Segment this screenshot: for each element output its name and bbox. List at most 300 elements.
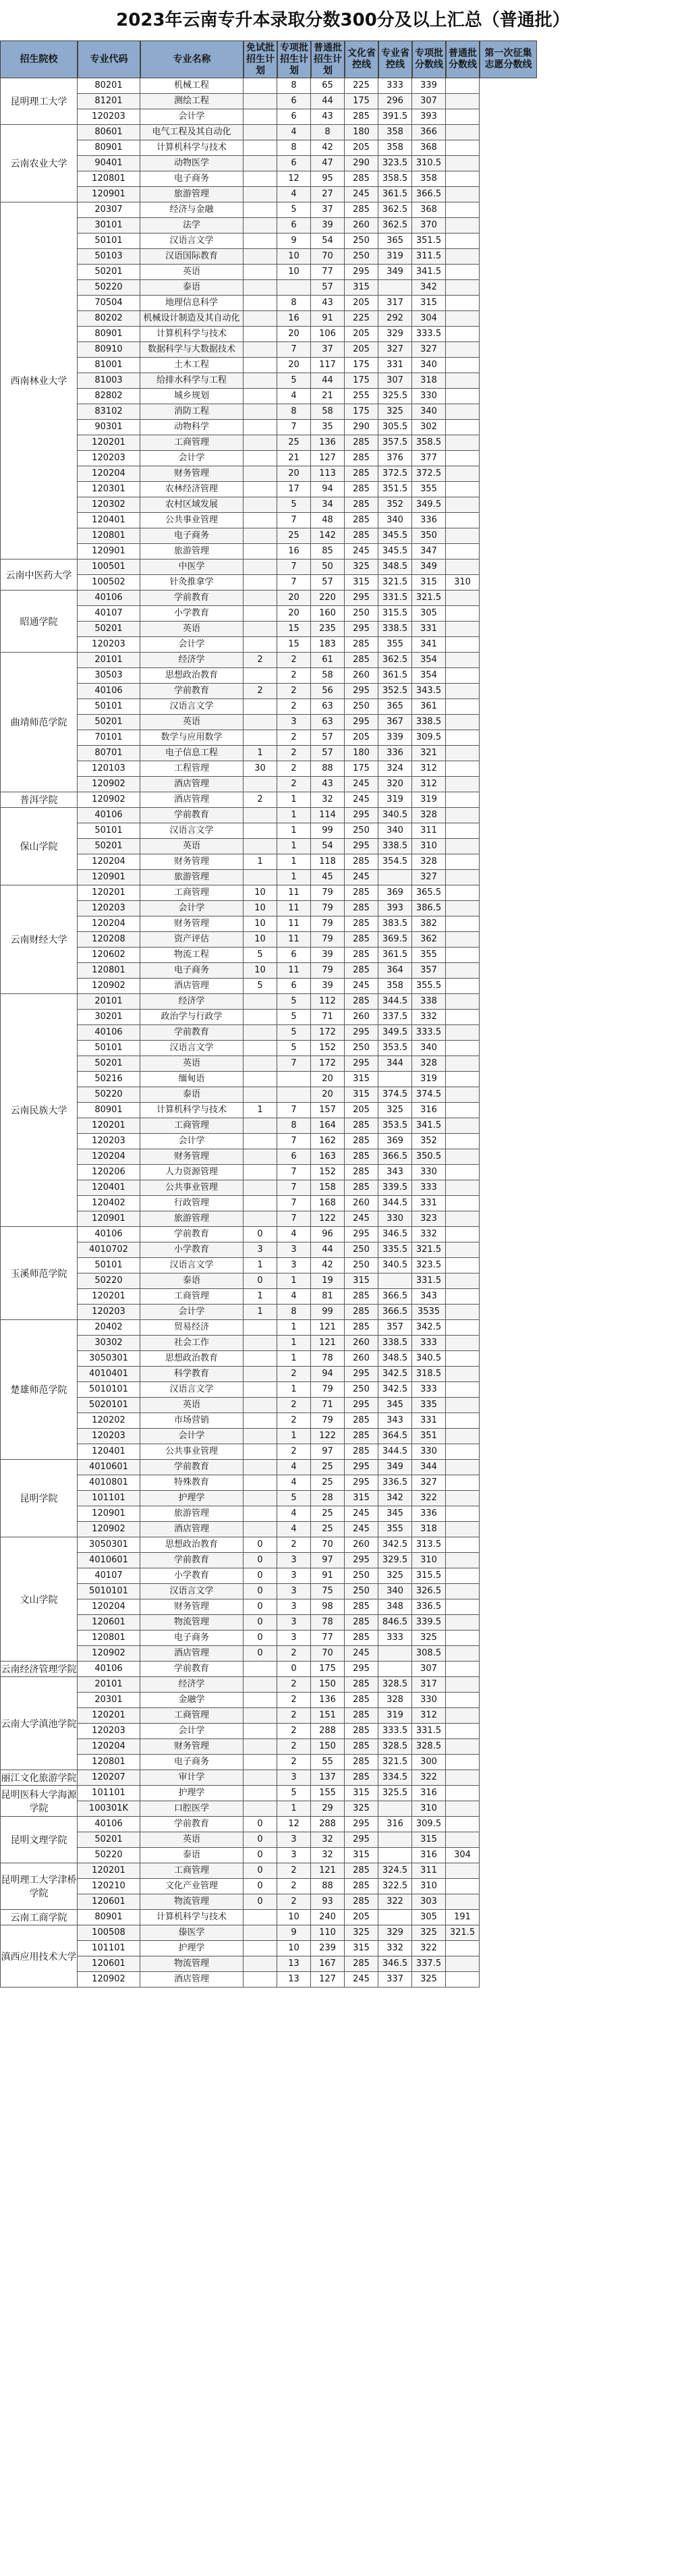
table-cell bbox=[446, 1165, 480, 1180]
table-cell: 362.5 bbox=[378, 653, 412, 668]
table-cell: 80701 bbox=[78, 746, 140, 761]
table-cell: 120302 bbox=[78, 497, 140, 513]
table-cell: 366.5 bbox=[378, 1305, 412, 1320]
table-cell: 英语 bbox=[140, 839, 244, 854]
table-cell: 333 bbox=[412, 1382, 446, 1398]
table-cell: 150 bbox=[311, 1739, 345, 1755]
table-cell: 344.5 bbox=[378, 1444, 412, 1460]
table-cell: 50101 bbox=[78, 823, 140, 839]
table-cell: 20 bbox=[277, 327, 311, 342]
table-cell bbox=[446, 1056, 480, 1072]
table-cell: 367 bbox=[378, 715, 412, 730]
table-cell: 6 bbox=[277, 109, 311, 125]
table-cell: 295 bbox=[345, 1367, 378, 1382]
table-cell: 思想政治教育 bbox=[140, 668, 244, 684]
table-cell: 319 bbox=[412, 792, 446, 808]
table-cell: 340 bbox=[412, 404, 446, 420]
table-cell bbox=[244, 1149, 277, 1165]
table-cell: 205 bbox=[345, 1910, 378, 1925]
table-cell bbox=[446, 1429, 480, 1444]
table-cell: 321.5 bbox=[446, 1925, 480, 1941]
table-cell: 393 bbox=[412, 109, 446, 125]
table-cell bbox=[277, 280, 311, 296]
table-cell bbox=[446, 389, 480, 404]
table-cell: 0 bbox=[244, 1599, 277, 1615]
table-cell: 326.5 bbox=[412, 1584, 446, 1599]
table-cell: 5 bbox=[277, 1786, 311, 1801]
table-cell: 120801 bbox=[78, 1630, 140, 1646]
table-cell bbox=[446, 342, 480, 358]
table-cell: 285 bbox=[345, 1444, 378, 1460]
table-cell: 97 bbox=[311, 1553, 345, 1568]
table-cell: 344 bbox=[378, 1056, 412, 1072]
table-cell bbox=[446, 1180, 480, 1196]
table-cell: 391.5 bbox=[378, 109, 412, 125]
table-cell: 285 bbox=[345, 1677, 378, 1693]
table-cell: 4010601 bbox=[78, 1460, 140, 1475]
table-cell: 285 bbox=[345, 513, 378, 528]
table-cell: 地理信息科学 bbox=[140, 296, 244, 311]
table-cell bbox=[244, 637, 277, 653]
table-cell: 354 bbox=[412, 653, 446, 668]
table-cell bbox=[244, 109, 277, 125]
table-cell: 358 bbox=[412, 171, 446, 187]
table-cell bbox=[446, 109, 480, 125]
table-cell: 374.5 bbox=[412, 1087, 446, 1103]
table-cell: 235 bbox=[311, 622, 345, 637]
table-cell: 245 bbox=[345, 1972, 378, 1988]
table-cell: 361.5 bbox=[378, 187, 412, 202]
table-cell bbox=[244, 1072, 277, 1087]
table-cell: 393 bbox=[378, 901, 412, 916]
school-name: 玉溪师范学院 bbox=[0, 1227, 78, 1320]
table-cell: 285 bbox=[345, 1413, 378, 1429]
table-cell: 346.5 bbox=[378, 1956, 412, 1972]
table-cell bbox=[378, 1848, 412, 1863]
table-cell bbox=[446, 1724, 480, 1739]
table-cell: 121 bbox=[311, 1336, 345, 1351]
table-cell: 355 bbox=[412, 482, 446, 497]
table-cell bbox=[446, 265, 480, 280]
table-cell bbox=[446, 1755, 480, 1770]
table-cell: 350 bbox=[412, 528, 446, 544]
table-cell: 58 bbox=[311, 404, 345, 420]
table-cell: 90301 bbox=[78, 420, 140, 435]
table-cell: 120203 bbox=[78, 1429, 140, 1444]
table-cell: 5020101 bbox=[78, 1398, 140, 1413]
table-cell bbox=[244, 1429, 277, 1444]
table-cell: 酒店管理 bbox=[140, 1972, 244, 1988]
table-cell bbox=[244, 234, 277, 249]
table-cell: 348 bbox=[378, 1599, 412, 1615]
table-cell: 0 bbox=[244, 1832, 277, 1848]
table-cell: 319 bbox=[378, 792, 412, 808]
table-cell bbox=[446, 885, 480, 901]
table-cell: 30201 bbox=[78, 1010, 140, 1025]
table-cell: 50201 bbox=[78, 715, 140, 730]
table-cell: 英语 bbox=[140, 1832, 244, 1848]
table-cell: 322 bbox=[412, 1491, 446, 1506]
table-cell: 245 bbox=[345, 544, 378, 559]
table-cell bbox=[446, 528, 480, 544]
table-cell bbox=[244, 187, 277, 202]
table-cell bbox=[244, 451, 277, 466]
table-cell: 205 bbox=[345, 342, 378, 358]
table-cell: 340 bbox=[412, 358, 446, 373]
table-cell: 295 bbox=[345, 591, 378, 606]
table-cell: 325 bbox=[378, 1103, 412, 1118]
table-cell: 3 bbox=[277, 1630, 311, 1646]
table-cell: 285 bbox=[345, 202, 378, 218]
table-cell: 362.5 bbox=[378, 218, 412, 234]
table-cell: 358 bbox=[378, 979, 412, 994]
table-cell: 工商管理 bbox=[140, 1118, 244, 1134]
table-cell: 32 bbox=[311, 792, 345, 808]
table-cell: 164 bbox=[311, 1118, 345, 1134]
table-cell: 175 bbox=[345, 761, 378, 777]
table-cell: 120201 bbox=[78, 1289, 140, 1305]
table-cell: 40106 bbox=[78, 1662, 140, 1677]
table-cell: 846.5 bbox=[378, 1615, 412, 1630]
table-cell bbox=[244, 1910, 277, 1925]
table-cell: 经济学 bbox=[140, 994, 244, 1010]
table-cell: 1 bbox=[277, 854, 311, 870]
table-cell: 2 bbox=[277, 1708, 311, 1724]
table-cell: 332 bbox=[412, 1227, 446, 1242]
table-cell: 会计学 bbox=[140, 637, 244, 653]
table-cell: 162 bbox=[311, 1134, 345, 1149]
table-cell: 120901 bbox=[78, 544, 140, 559]
table-cell: 39 bbox=[311, 979, 345, 994]
table-cell: 11 bbox=[277, 963, 311, 979]
table-cell: 322 bbox=[378, 1894, 412, 1910]
table-cell: 315 bbox=[345, 1087, 378, 1103]
table-cell: 323 bbox=[412, 1211, 446, 1227]
table-cell: 321 bbox=[412, 746, 446, 761]
table-cell: 120204 bbox=[78, 854, 140, 870]
table-cell: 338 bbox=[412, 994, 446, 1010]
table-cell bbox=[446, 1149, 480, 1165]
table-cell: 285 bbox=[345, 528, 378, 544]
table-cell: 7 bbox=[277, 1165, 311, 1180]
table-cell: 79 bbox=[311, 916, 345, 932]
table-cell: 260 bbox=[345, 1010, 378, 1025]
table-cell: 336.5 bbox=[412, 1599, 446, 1615]
table-cell: 330 bbox=[412, 1693, 446, 1708]
table-cell: 88 bbox=[311, 1879, 345, 1894]
table-cell: 295 bbox=[345, 1832, 378, 1848]
table-cell: 358.5 bbox=[378, 171, 412, 187]
table-cell bbox=[378, 1662, 412, 1677]
table-cell: 81201 bbox=[78, 94, 140, 109]
table-cell: 368 bbox=[412, 202, 446, 218]
table-cell: 50201 bbox=[78, 839, 140, 854]
table-cell: 5 bbox=[244, 948, 277, 963]
table-cell: 250 bbox=[345, 699, 378, 715]
table-cell: 4 bbox=[277, 1506, 311, 1522]
table-cell: 175 bbox=[311, 1662, 345, 1677]
table-cell bbox=[244, 1755, 277, 1770]
table-cell: 331 bbox=[378, 358, 412, 373]
table-cell: 57 bbox=[311, 730, 345, 746]
table-cell: 93 bbox=[311, 1894, 345, 1910]
table-cell bbox=[446, 1211, 480, 1227]
table-cell: 75 bbox=[311, 1584, 345, 1599]
table-cell bbox=[446, 854, 480, 870]
table-cell: 160 bbox=[311, 606, 345, 622]
column-header: 招生院校 bbox=[0, 40, 78, 78]
table-cell: 260 bbox=[345, 1351, 378, 1367]
table-cell bbox=[244, 1801, 277, 1817]
table-cell: 20 bbox=[277, 591, 311, 606]
table-cell: 80901 bbox=[78, 140, 140, 156]
table-cell bbox=[446, 870, 480, 885]
table-cell: 330 bbox=[412, 1165, 446, 1180]
table-cell: 0 bbox=[244, 1630, 277, 1646]
table-cell: 285 bbox=[345, 466, 378, 482]
table-cell: 340.5 bbox=[378, 1258, 412, 1273]
table-cell: 50101 bbox=[78, 699, 140, 715]
table-cell bbox=[244, 559, 277, 575]
table-cell: 245 bbox=[345, 187, 378, 202]
table-cell: 285 bbox=[345, 1180, 378, 1196]
table-cell: 370 bbox=[412, 218, 446, 234]
table-cell: 355.5 bbox=[412, 979, 446, 994]
table-cell: 79 bbox=[311, 1382, 345, 1398]
table-cell: 1 bbox=[277, 1273, 311, 1289]
table-cell: 3535 bbox=[412, 1305, 446, 1320]
table-cell: 120601 bbox=[78, 1956, 140, 1972]
table-cell: 3050301 bbox=[78, 1351, 140, 1367]
table-cell: 91 bbox=[311, 1568, 345, 1584]
table-cell bbox=[446, 140, 480, 156]
table-cell bbox=[446, 513, 480, 528]
table-cell: 120902 bbox=[78, 979, 140, 994]
table-cell bbox=[446, 497, 480, 513]
table-cell: 20301 bbox=[78, 1693, 140, 1708]
table-cell bbox=[446, 327, 480, 342]
table-cell: 120208 bbox=[78, 932, 140, 948]
table-cell: 295 bbox=[345, 839, 378, 854]
table-cell: 315.5 bbox=[412, 1568, 446, 1584]
table-cell: 2 bbox=[244, 684, 277, 699]
table-cell bbox=[446, 202, 480, 218]
table-cell: 285 bbox=[345, 1289, 378, 1305]
table-cell: 372.5 bbox=[412, 466, 446, 482]
table-cell: 英语 bbox=[140, 622, 244, 637]
table-cell: 5 bbox=[277, 202, 311, 218]
table-cell: 351.5 bbox=[412, 234, 446, 249]
table-cell: 362 bbox=[412, 932, 446, 948]
table-cell: 285 bbox=[345, 963, 378, 979]
school-name: 滇西应用技术大学 bbox=[0, 1925, 78, 1988]
table-cell: 汉语言文学 bbox=[140, 1258, 244, 1273]
table-cell: 319 bbox=[378, 249, 412, 265]
table-cell: 369 bbox=[378, 1134, 412, 1149]
school-name: 昆明理工大学津桥学院 bbox=[0, 1863, 78, 1910]
table-cell: 120206 bbox=[78, 1165, 140, 1180]
table-cell: 58 bbox=[311, 668, 345, 684]
table-cell: 资产评估 bbox=[140, 932, 244, 948]
table-cell bbox=[446, 1041, 480, 1056]
table-cell: 20 bbox=[277, 358, 311, 373]
table-cell bbox=[446, 1677, 480, 1693]
table-cell: 10 bbox=[277, 1941, 311, 1956]
table-cell: 13 bbox=[277, 1956, 311, 1972]
table-cell: 泰语 bbox=[140, 1273, 244, 1289]
table-cell: 市场营销 bbox=[140, 1413, 244, 1429]
school-name: 丽江文化旅游学院 bbox=[0, 1770, 78, 1786]
table-cell: 285 bbox=[345, 1693, 378, 1708]
table-cell: 财务管理 bbox=[140, 1599, 244, 1615]
table-cell: 285 bbox=[345, 171, 378, 187]
table-cell: 56 bbox=[311, 684, 345, 699]
table-cell: 325 bbox=[378, 404, 412, 420]
table-cell: 数据科学与大数据技术 bbox=[140, 342, 244, 358]
table-cell: 2 bbox=[277, 1739, 311, 1755]
table-cell: 78 bbox=[311, 1615, 345, 1630]
table-cell: 112 bbox=[311, 994, 345, 1010]
school-name: 保山学院 bbox=[0, 808, 78, 885]
table-cell: 354.5 bbox=[378, 854, 412, 870]
table-cell: 25 bbox=[311, 1506, 345, 1522]
table-cell: 70 bbox=[311, 1537, 345, 1553]
table-cell: 1 bbox=[244, 1258, 277, 1273]
table-cell: 50101 bbox=[78, 234, 140, 249]
table-cell: 39 bbox=[311, 218, 345, 234]
table-cell bbox=[446, 1770, 480, 1786]
table-cell: 2 bbox=[277, 1398, 311, 1413]
table-cell: 172 bbox=[311, 1056, 345, 1072]
table-cell: 348.5 bbox=[378, 1351, 412, 1367]
table-cell bbox=[244, 1041, 277, 1056]
table-cell: 物流管理 bbox=[140, 1615, 244, 1630]
table-cell bbox=[244, 94, 277, 109]
table-cell: 285 bbox=[345, 948, 378, 963]
table-cell bbox=[446, 218, 480, 234]
table-cell: 20 bbox=[311, 1072, 345, 1087]
table-cell: 95 bbox=[311, 171, 345, 187]
table-cell: 100502 bbox=[78, 575, 140, 591]
table-cell bbox=[446, 1584, 480, 1599]
table-cell: 电子商务 bbox=[140, 963, 244, 979]
table-cell: 2 bbox=[277, 1724, 311, 1739]
table-cell: 63 bbox=[311, 715, 345, 730]
table-cell bbox=[446, 715, 480, 730]
table-cell: 酒店管理 bbox=[140, 1646, 244, 1662]
table-cell bbox=[244, 249, 277, 265]
table-cell: 158 bbox=[311, 1180, 345, 1196]
table-cell: 290 bbox=[345, 156, 378, 171]
table-cell: 285 bbox=[345, 1630, 378, 1646]
table-cell: 336.5 bbox=[378, 1475, 412, 1491]
table-cell: 汉语言文学 bbox=[140, 1584, 244, 1599]
school-name: 文山学院 bbox=[0, 1537, 78, 1662]
table-cell: 329 bbox=[378, 1925, 412, 1941]
table-cell: 290 bbox=[345, 420, 378, 435]
table-cell: 180 bbox=[345, 125, 378, 140]
table-cell: 30101 bbox=[78, 218, 140, 234]
table-cell: 296 bbox=[378, 94, 412, 109]
table-cell: 20 bbox=[277, 606, 311, 622]
school-name: 曲靖师范学院 bbox=[0, 653, 78, 792]
table-cell bbox=[446, 1103, 480, 1118]
table-cell: 39 bbox=[311, 948, 345, 963]
table-cell bbox=[446, 1662, 480, 1677]
table-cell: 贸易经济 bbox=[140, 1320, 244, 1336]
table-cell bbox=[244, 1693, 277, 1708]
table-cell: 1 bbox=[244, 854, 277, 870]
table-cell: 205 bbox=[345, 327, 378, 342]
table-cell: 295 bbox=[345, 1475, 378, 1491]
table-cell: 325 bbox=[412, 1630, 446, 1646]
table-cell bbox=[446, 1227, 480, 1242]
table-cell bbox=[378, 280, 412, 296]
table-cell: 315 bbox=[345, 280, 378, 296]
table-cell: 355 bbox=[412, 948, 446, 963]
table-cell: 汉语国际教育 bbox=[140, 249, 244, 265]
table-cell: 352 bbox=[412, 1134, 446, 1149]
table-cell: 81001 bbox=[78, 358, 140, 373]
table-cell: 物流管理 bbox=[140, 1894, 244, 1910]
table-cell: 342.5 bbox=[378, 1367, 412, 1382]
table-cell: 10 bbox=[244, 916, 277, 932]
table-cell: 113 bbox=[311, 466, 345, 482]
table-cell: 285 bbox=[345, 451, 378, 466]
table-cell bbox=[446, 1072, 480, 1087]
table-cell: 90401 bbox=[78, 156, 140, 171]
table-cell: 94 bbox=[311, 1367, 345, 1382]
table-cell: 349.5 bbox=[378, 1025, 412, 1041]
table-cell: 50103 bbox=[78, 249, 140, 265]
table-cell bbox=[244, 327, 277, 342]
table-cell: 会计学 bbox=[140, 901, 244, 916]
table-cell: 2 bbox=[277, 777, 311, 792]
table-cell: 25 bbox=[311, 1475, 345, 1491]
table-cell bbox=[446, 78, 480, 94]
table-cell: 117 bbox=[311, 358, 345, 373]
table-cell bbox=[446, 280, 480, 296]
table-cell: 330 bbox=[412, 1444, 446, 1460]
table-cell: 240 bbox=[311, 1910, 345, 1925]
column-header: 专项批分数线 bbox=[412, 40, 446, 78]
table-cell: 2 bbox=[277, 668, 311, 684]
table-cell: 152 bbox=[311, 1165, 345, 1180]
table-cell bbox=[244, 497, 277, 513]
table-cell: 10 bbox=[277, 265, 311, 280]
table-cell: 机械设计制造及其自动化 bbox=[140, 311, 244, 327]
table-cell: 3050301 bbox=[78, 1537, 140, 1553]
table-cell: 英语 bbox=[140, 715, 244, 730]
table-cell: 48 bbox=[311, 513, 345, 528]
table-cell: 341.5 bbox=[412, 1118, 446, 1134]
table-cell bbox=[244, 280, 277, 296]
table-cell: 83102 bbox=[78, 404, 140, 420]
table-cell: 331.5 bbox=[412, 1724, 446, 1739]
table-cell: 物流工程 bbox=[140, 948, 244, 963]
table-cell: 1 bbox=[277, 870, 311, 885]
table-cell: 374.5 bbox=[378, 1087, 412, 1103]
table-cell: 50220 bbox=[78, 280, 140, 296]
table-cell bbox=[244, 1786, 277, 1801]
table-cell: 120902 bbox=[78, 1972, 140, 1988]
table-cell: 309.5 bbox=[412, 730, 446, 746]
table-cell: 342.5 bbox=[412, 1320, 446, 1336]
table-cell: 行政管理 bbox=[140, 1196, 244, 1211]
table-cell: 电子商务 bbox=[140, 1755, 244, 1770]
table-cell bbox=[446, 1553, 480, 1568]
table-cell: 122 bbox=[311, 1429, 345, 1444]
